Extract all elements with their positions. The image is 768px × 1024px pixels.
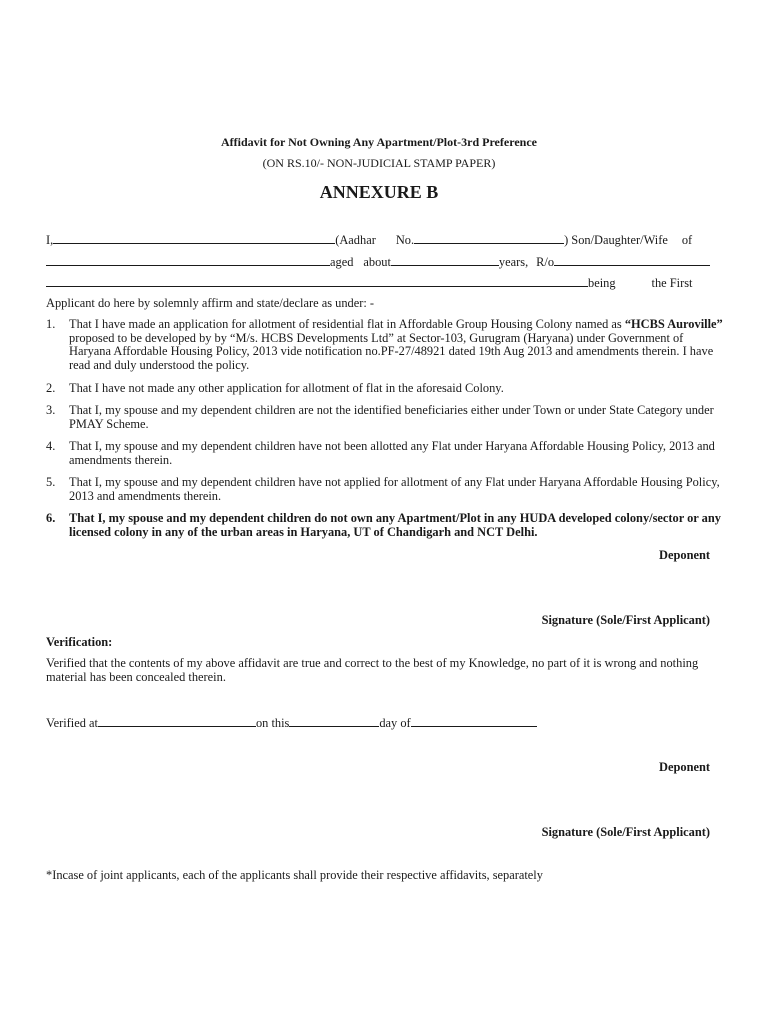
verified-place-blank[interactable] <box>98 715 256 727</box>
aadhar-number-blank[interactable] <box>414 232 564 244</box>
verified-month-blank[interactable] <box>411 715 537 727</box>
verification-place-date: Verified at on this day of <box>46 715 537 731</box>
deponent-label-1: Deponent <box>659 548 710 562</box>
residence-blank-2[interactable] <box>46 275 588 287</box>
verification-heading: Verification: <box>46 635 113 649</box>
affidavit-page: Affidavit for Not Owning Any Apartment/Plot-3rd Preference (ON RS.10/- NON-JUDICIAL STAMP PAPER) ANNEXURE B I, (Aadhar No. ) Son/Daughter/Wife of aged about years, R/o being the First Applicant do here by solemnly affirm and state/declare as under: - 1. That I have made an application for allotment of residential flat in Affordable Group Housing Colony named as “HCBS Auroville” proposed to be developed by by “M/s. HCBS Developments Ltd” at Sector-103, Gurugram (Haryana) under Government of Haryana Affordable Housing Policy, 2013 vide notification no.PF-27/48921 dated 19th Aug 2013 and amendments therein. I have read and duly understood the policy. 2. That I have not made any other application for allotment of flat in the aforesaid Colony. 3. That I, my spouse and my dependent children are not the identified beneficiaries either under Town or under State Category under PMAY Scheme. 4. That I, my spouse and my dependent children have not been allotted any Flat under Haryana Affordable Housing Policy, 2013 and amendments therein. 5. That I, my spouse and my dependent children have not applied for allotment of any Flat under Haryana Affordable Housing Policy, 2013 and amendments therein. 6. That I, my spouse and my dependent children do not own any Apartment/Plot in any HUDA developed colony/sector or any licensed colony in any of the urban areas in Haryana, UT of Chandigarh and NCT Delhi. Deponent Signature (Sole/First Applicant) Verification: Verified that the contents of my above affidavit are true and correct to the best of my Knowledge, no part of it is wrong and nothing material has been concealed therein. Verified at on this day of Deponent Signature (Sole/First Applicant) *Incase of joint applicants, each of the applicants shall provide their respective affidavits, separately <box>0 0 768 1024</box>
intro-line-2: aged about years, R/o <box>46 254 710 270</box>
signature-label-1: Signature (Sole/First Applicant) <box>541 613 710 627</box>
verified-date-blank[interactable] <box>289 715 379 727</box>
residence-blank-1[interactable] <box>554 254 710 266</box>
name-blank[interactable] <box>53 232 335 244</box>
verification-text: Verified that the contents of my above affidavit are true and correct to the best of my Knowledge, no part of it is wrong and nothing material has been concealed therein. <box>46 656 699 684</box>
annexure-heading: ANNEXURE B <box>319 182 439 202</box>
deponent-label-2: Deponent <box>659 760 710 774</box>
declaration-intro: Applicant do here by solemnly affirm and state/declare as under: - <box>46 296 375 310</box>
intro-line-1: I, (Aadhar No. ) Son/Daughter/Wife of <box>46 233 693 247</box>
intro-line-3: being the First <box>46 275 693 291</box>
stamp-paper-note: (ON RS.10/- NON-JUDICIAL STAMP PAPER) <box>262 156 496 170</box>
relation-name-blank[interactable] <box>46 254 330 266</box>
age-blank[interactable] <box>391 254 499 266</box>
signature-label-2: Signature (Sole/First Applicant) <box>541 825 710 839</box>
joint-applicant-footnote: *Incase of joint applicants, each of the applicants shall provide their respective affidavits, separately <box>46 868 543 882</box>
document-title: Affidavit for Not Owning Any Apartment/Plot-3rd Preference <box>221 135 537 149</box>
